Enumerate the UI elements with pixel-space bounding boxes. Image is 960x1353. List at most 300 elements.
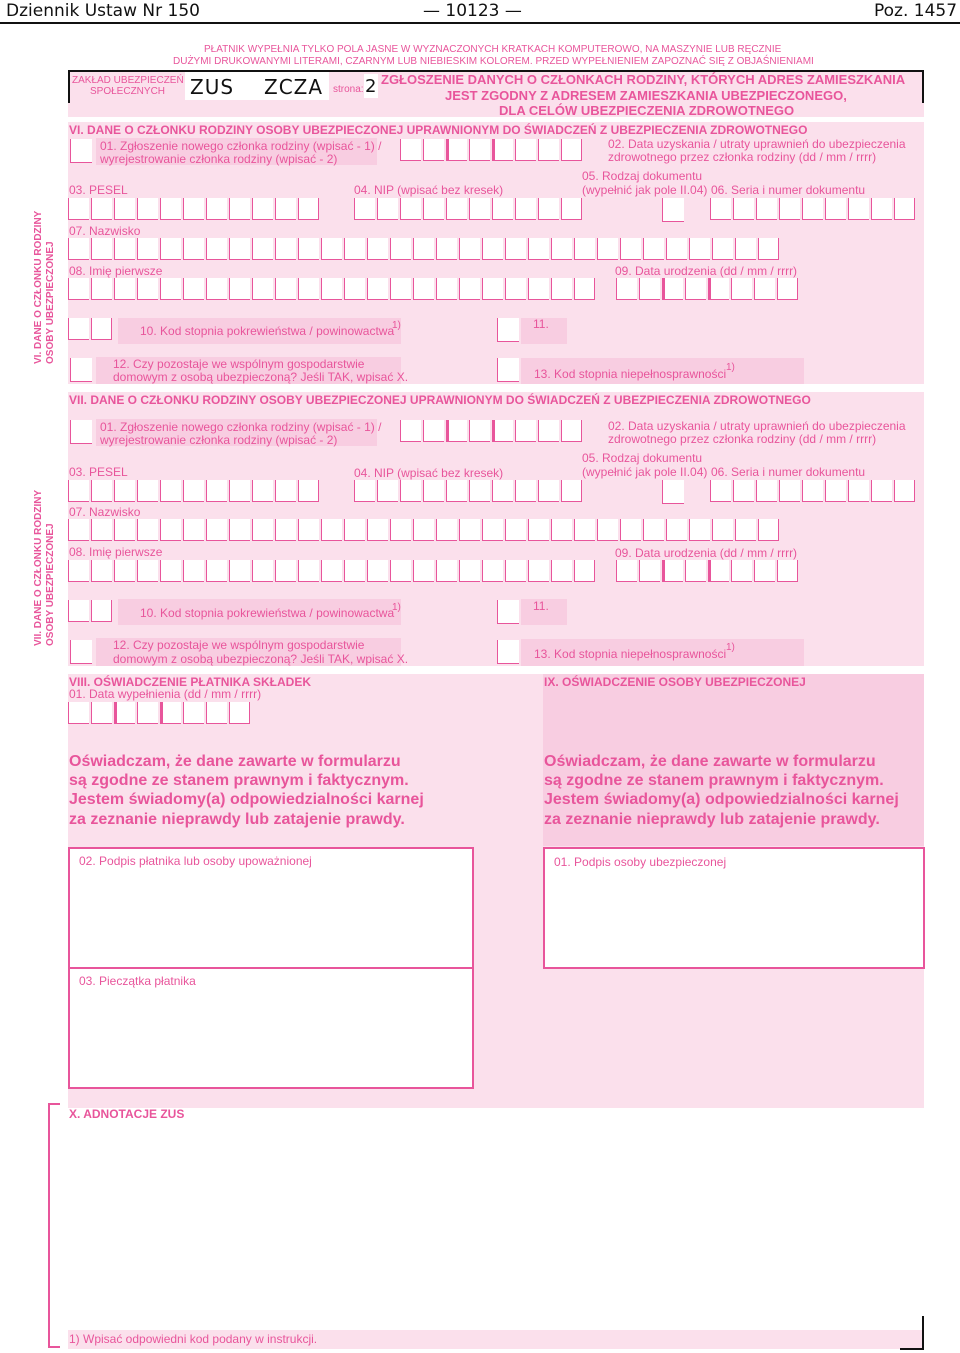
f03-label: 03. PESEL — [69, 183, 128, 197]
letter-cell[interactable] — [183, 238, 204, 260]
section-vii-f13-input[interactable] — [497, 640, 519, 664]
date-cell[interactable] — [492, 139, 513, 161]
date-cell[interactable] — [538, 420, 559, 442]
f12-label-1: 12. Czy pozostaje we wspólnym gospodarstwie — [113, 638, 365, 652]
pesel-cell[interactable] — [137, 198, 158, 220]
letter-cell[interactable] — [183, 519, 204, 541]
insured-signature-label: 01. Podpis osoby ubezpieczonej — [554, 855, 727, 869]
letter-cell[interactable] — [114, 560, 135, 582]
section-vii-birthdate-cells[interactable] — [616, 560, 800, 582]
f10-label: 10. Kod stopnia pokrewieństwa / powinowactwa — [140, 606, 395, 620]
letter-cell[interactable] — [298, 238, 319, 260]
nip-cell[interactable] — [538, 198, 559, 220]
letter-cell[interactable] — [482, 519, 503, 541]
letter-cell[interactable] — [735, 519, 756, 541]
pesel-cell[interactable] — [114, 480, 135, 502]
position-number: Poz. 1457 — [874, 1, 958, 21]
f02-label-2: zdrowotnego przez członka rodziny (dd / mm / rrrr) — [608, 150, 877, 164]
section-vii-surname-cells[interactable] — [68, 519, 781, 541]
payer-declaration-4: za zeznanie nieprawdy lub zatajenie prawdy. — [69, 811, 405, 828]
date-cell[interactable] — [446, 420, 467, 442]
letter-cell[interactable] — [321, 278, 342, 300]
insured-declaration-2: są zgodne ze stanem prawnym i faktycznym. — [544, 772, 884, 789]
date-cell[interactable] — [183, 702, 204, 724]
letter-cell[interactable] — [275, 278, 296, 300]
nip-cell[interactable] — [469, 480, 490, 502]
letter-cell[interactable] — [620, 519, 641, 541]
letter-cell[interactable] — [689, 238, 710, 260]
f02-label-1: 02. Data uzyskania / utraty uprawnień do ubezpieczenia — [608, 137, 906, 151]
date-cell[interactable] — [561, 139, 582, 161]
bottom-right-bracket-foot — [900, 1348, 924, 1350]
letter-cell[interactable] — [712, 519, 733, 541]
section-vii-firstname-cells[interactable] — [68, 560, 597, 582]
letter-cell[interactable] — [298, 278, 319, 300]
section-vi-firstname-cells[interactable] — [68, 278, 597, 300]
letter-cell[interactable] — [137, 278, 158, 300]
payer-declaration-3: Jestem świadomy(a) odpowiedzialności karnej — [69, 791, 424, 808]
letter-cell[interactable] — [689, 519, 710, 541]
pesel-cell[interactable] — [206, 480, 227, 502]
letter-cell[interactable] — [91, 560, 112, 582]
letter-cell[interactable] — [275, 238, 296, 260]
f10-label: 10. Kod stopnia pokrewieństwa / powinowactwa — [140, 324, 395, 338]
code-cell[interactable] — [91, 318, 112, 340]
f03-label: 03. PESEL — [69, 465, 128, 479]
letter-cell[interactable] — [666, 519, 687, 541]
f11-label: 11. — [533, 317, 549, 331]
section-vii-title: VII. DANE O CZŁONKU RODZINY OSOBY UBEZPIECZONEJ UPRAWNIONYM DO ŚWIADCZEŃ Z UBEZPIECZENIA ZDROWOTNEGO — [69, 393, 811, 407]
date-cell[interactable] — [469, 139, 490, 161]
letter-cell[interactable] — [252, 278, 273, 300]
f01-label-2: wyrejestrowanie członka rodziny (wpisać - 2) — [100, 433, 338, 447]
date-cell[interactable] — [662, 278, 683, 300]
f10-footnote-ref: 1) — [392, 320, 401, 331]
section-vi-side-label-1: VI. DANE O CZŁONKU RODZINY — [33, 210, 44, 364]
letter-cell[interactable] — [574, 560, 595, 582]
letter-cell[interactable] — [413, 519, 434, 541]
footnote: 1) Wpisać odpowiedni kod podany w instrukcji. — [69, 1332, 318, 1346]
date-cell[interactable] — [492, 420, 513, 442]
letter-cell[interactable] — [505, 519, 526, 541]
letter-cell[interactable] — [597, 519, 618, 541]
date-cell[interactable] — [639, 278, 660, 300]
nip-cell[interactable] — [377, 198, 398, 220]
letter-cell[interactable] — [91, 238, 112, 260]
zus-logo-text: ZUS — [190, 75, 235, 99]
nip-cell[interactable] — [515, 198, 536, 220]
letter-cell[interactable] — [160, 560, 181, 582]
date-cell[interactable] — [561, 420, 582, 442]
letter-cell[interactable] — [666, 238, 687, 260]
f05-label-1: 05. Rodzaj dokumentu — [582, 169, 703, 183]
nip-cell[interactable] — [423, 480, 444, 502]
doc-cell[interactable] — [710, 480, 731, 502]
letter-cell[interactable] — [344, 278, 365, 300]
letter-cell[interactable] — [114, 519, 135, 541]
date-cell[interactable] — [708, 560, 729, 582]
section-vii-f02-date-cells[interactable] — [400, 420, 584, 442]
letter-cell[interactable] — [390, 519, 411, 541]
org-name-line-1: ZAKŁAD UBEZPIECZEŃ — [72, 75, 184, 86]
letter-cell[interactable] — [252, 238, 273, 260]
letter-cell[interactable] — [505, 278, 526, 300]
letter-cell[interactable] — [367, 519, 388, 541]
letter-cell[interactable] — [528, 519, 549, 541]
letter-cell[interactable] — [390, 238, 411, 260]
doc-cell[interactable] — [756, 480, 777, 502]
letter-cell[interactable] — [413, 560, 434, 582]
f01-label-1: 01. Zgłoszenie nowego członka rodziny (wpisać - 1) / — [100, 420, 382, 434]
letter-cell[interactable] — [183, 560, 204, 582]
pesel-cell[interactable] — [229, 480, 250, 502]
letter-cell[interactable] — [482, 238, 503, 260]
pesel-cell[interactable] — [206, 198, 227, 220]
section-vi-f11-input[interactable] — [497, 318, 519, 342]
journal-title: Dziennik Ustaw Nr 150 — [6, 1, 200, 21]
nip-cell[interactable] — [377, 480, 398, 502]
f05-label-2: (wypełnić jak pole II.04) — [582, 465, 708, 479]
section-x-title: X. ADNOTACJE ZUS — [69, 1107, 185, 1121]
letter-cell[interactable] — [574, 238, 595, 260]
code-cell[interactable] — [91, 600, 112, 622]
letter-cell[interactable] — [206, 519, 227, 541]
letter-cell[interactable] — [321, 519, 342, 541]
payer-date-cells[interactable] — [68, 702, 252, 724]
header-rule — [0, 22, 960, 24]
date-cell[interactable] — [515, 139, 536, 161]
pesel-cell[interactable] — [183, 480, 204, 502]
f13-label: 13. Kod stopnia niepełnosprawności — [534, 647, 727, 661]
letter-cell[interactable] — [482, 560, 503, 582]
date-cell[interactable] — [731, 560, 752, 582]
doc-cell[interactable] — [779, 480, 800, 502]
section-vii-pesel-cells[interactable] — [68, 480, 321, 502]
page-number: — 10123 — — [423, 1, 522, 21]
section-vi-nip-cells[interactable] — [354, 198, 584, 220]
date-cell[interactable] — [685, 278, 706, 300]
letter-cell[interactable] — [505, 238, 526, 260]
nip-cell[interactable] — [561, 198, 582, 220]
f05-label-2: (wypełnić jak pole II.04) — [582, 183, 708, 197]
f04-label: 04. NIP (wpisać bez kresek) — [354, 183, 504, 197]
doc-cell[interactable] — [848, 480, 869, 502]
letter-cell[interactable] — [114, 278, 135, 300]
section-vi-f12-input[interactable] — [70, 358, 92, 382]
letter-cell[interactable] — [505, 560, 526, 582]
date-cell[interactable] — [777, 278, 798, 300]
section-ix-title: IX. OŚWIADCZENIE OSOBY UBEZPIECZONEJ — [544, 675, 806, 689]
doc-cell[interactable] — [894, 198, 915, 220]
pesel-cell[interactable] — [160, 480, 181, 502]
section-vi-pesel-cells[interactable] — [68, 198, 321, 220]
nip-cell[interactable] — [561, 480, 582, 502]
date-cell[interactable] — [114, 702, 135, 724]
nip-cell[interactable] — [515, 480, 536, 502]
letter-cell[interactable] — [275, 560, 296, 582]
nip-cell[interactable] — [469, 198, 490, 220]
letter-cell[interactable] — [735, 238, 756, 260]
letter-cell[interactable] — [551, 519, 572, 541]
date-cell[interactable] — [400, 139, 421, 161]
section-vi-f01-input[interactable] — [70, 139, 92, 163]
date-cell[interactable] — [229, 702, 250, 724]
date-cell[interactable] — [469, 420, 490, 442]
pesel-cell[interactable] — [68, 480, 89, 502]
date-cell[interactable] — [160, 702, 181, 724]
date-cell[interactable] — [708, 278, 729, 300]
pesel-cell[interactable] — [137, 480, 158, 502]
nip-cell[interactable] — [354, 480, 375, 502]
date-cell[interactable] — [616, 560, 637, 582]
section-vii-f12-input[interactable] — [70, 640, 92, 664]
letter-cell[interactable] — [367, 238, 388, 260]
doc-cell[interactable] — [779, 198, 800, 220]
f10-footnote-ref: 1) — [392, 602, 401, 613]
nip-cell[interactable] — [446, 480, 467, 502]
nip-cell[interactable] — [354, 198, 375, 220]
letter-cell[interactable] — [137, 238, 158, 260]
letter-cell[interactable] — [436, 238, 457, 260]
doc-cell[interactable] — [871, 198, 892, 220]
date-cell[interactable] — [206, 702, 227, 724]
letter-cell[interactable] — [91, 519, 112, 541]
letter-cell[interactable] — [183, 278, 204, 300]
letter-cell[interactable] — [528, 238, 549, 260]
code-cell[interactable] — [68, 318, 89, 340]
page-label: strona: — [333, 84, 364, 95]
date-cell[interactable] — [731, 278, 752, 300]
letter-cell[interactable] — [528, 278, 549, 300]
letter-cell[interactable] — [482, 278, 503, 300]
letter-cell[interactable] — [758, 238, 779, 260]
letter-cell[interactable] — [229, 560, 250, 582]
date-cell[interactable] — [662, 560, 683, 582]
section-vi-f10-cells[interactable] — [68, 318, 114, 340]
date-cell[interactable] — [754, 278, 775, 300]
pesel-cell[interactable] — [275, 480, 296, 502]
f09-label: 09. Data urodzenia (dd / mm / rrrr) — [615, 264, 798, 278]
date-cell[interactable] — [446, 139, 467, 161]
letter-cell[interactable] — [68, 560, 89, 582]
f09-label: 09. Data urodzenia (dd / mm / rrrr) — [615, 546, 798, 560]
f07-label: 07. Nazwisko — [69, 505, 141, 519]
letter-cell[interactable] — [344, 238, 365, 260]
letter-cell[interactable] — [229, 238, 250, 260]
letter-cell[interactable] — [551, 560, 572, 582]
pesel-cell[interactable] — [91, 480, 112, 502]
letter-cell[interactable] — [68, 278, 89, 300]
section-vii-f11-input[interactable] — [497, 600, 519, 624]
section-vii-nip-cells[interactable] — [354, 480, 584, 502]
section-vii-doc-number-cells[interactable] — [710, 480, 917, 502]
pesel-cell[interactable] — [68, 198, 89, 220]
pesel-cell[interactable] — [229, 198, 250, 220]
letter-cell[interactable] — [91, 278, 112, 300]
date-cell[interactable] — [91, 702, 112, 724]
instruction-line-2: DUŻYMI DRUKOWANYMI LITERAMI, CZARNYM LUB NIEBIESKIM KOLOREM. PRZED WYPEŁNIENIEM ZAPOZNAĆ SIĘ Z OBJAŚNIENIAMI — [173, 56, 814, 67]
letter-cell[interactable] — [367, 560, 388, 582]
letter-cell[interactable] — [114, 238, 135, 260]
letter-cell[interactable] — [206, 278, 227, 300]
letter-cell[interactable] — [321, 560, 342, 582]
section-vi-doc-type-input[interactable] — [662, 198, 684, 222]
bottom-right-bracket — [922, 1316, 924, 1350]
letter-cell[interactable] — [321, 238, 342, 260]
date-cell[interactable] — [68, 702, 89, 724]
doc-cell[interactable] — [802, 198, 823, 220]
letter-cell[interactable] — [459, 519, 480, 541]
section-vii-f01-input[interactable] — [70, 420, 92, 444]
letter-cell[interactable] — [413, 278, 434, 300]
section-vi-f02-date-cells[interactable] — [400, 139, 584, 161]
notes-bracket-bottom — [48, 1346, 60, 1348]
pesel-cell[interactable] — [298, 198, 319, 220]
notes-bracket-line — [48, 1103, 50, 1348]
doc-cell[interactable] — [733, 480, 754, 502]
date-cell[interactable] — [515, 420, 536, 442]
letter-cell[interactable] — [298, 560, 319, 582]
f07-label: 07. Nazwisko — [69, 224, 141, 238]
letter-cell[interactable] — [344, 560, 365, 582]
letter-cell[interactable] — [229, 519, 250, 541]
letter-cell[interactable] — [459, 238, 480, 260]
doc-cell[interactable] — [710, 198, 731, 220]
doc-cell[interactable] — [871, 480, 892, 502]
doc-cell[interactable] — [848, 198, 869, 220]
section-vi-side-label-2: OSOBY UBEZPIECZONEJ — [45, 241, 56, 364]
nip-cell[interactable] — [538, 480, 559, 502]
date-cell[interactable] — [137, 702, 158, 724]
letter-cell[interactable] — [620, 238, 641, 260]
f08-label: 08. Imię pierwsze — [69, 545, 163, 559]
section-vi-title: VI. DANE O CZŁONKU RODZINY OSOBY UBEZPIECZONEJ UPRAWNIONYM DO ŚWIADCZEŃ Z UBEZPIECZENIA ZDROWOTNEGO — [69, 123, 808, 137]
form-title-line-3: DLA CELÓW UBEZPIECZENIA ZDROWOTNEGO — [499, 103, 795, 118]
letter-cell[interactable] — [436, 560, 457, 582]
f08-label: 08. Imię pierwsze — [69, 264, 163, 278]
letter-cell[interactable] — [68, 238, 89, 260]
date-cell[interactable] — [616, 278, 637, 300]
pesel-cell[interactable] — [275, 198, 296, 220]
letter-cell[interactable] — [436, 278, 457, 300]
section-vi-surname-cells[interactable] — [68, 238, 781, 260]
letter-cell[interactable] — [390, 560, 411, 582]
letter-cell[interactable] — [137, 560, 158, 582]
f06-label: 06. Seria i numer dokumentu — [711, 465, 866, 479]
pesel-cell[interactable] — [252, 480, 273, 502]
nip-cell[interactable] — [400, 198, 421, 220]
letter-cell[interactable] — [137, 519, 158, 541]
letter-cell[interactable] — [298, 519, 319, 541]
letter-cell[interactable] — [712, 238, 733, 260]
letter-cell[interactable] — [574, 278, 595, 300]
instruction-line-1: PŁATNIK WYPEŁNIA TYLKO POLA JASNE W WYZNACZONYCH KRATKACH KOMPUTEROWO, NA MASZYNIE LUB RĘCZNIE — [204, 44, 782, 55]
letter-cell[interactable] — [643, 519, 664, 541]
section-vi-birthdate-cells[interactable] — [616, 278, 800, 300]
pesel-cell[interactable] — [91, 198, 112, 220]
pesel-cell[interactable] — [114, 198, 135, 220]
f06-label: 06. Seria i numer dokumentu — [711, 183, 866, 197]
letter-cell[interactable] — [528, 560, 549, 582]
pesel-cell[interactable] — [160, 198, 181, 220]
date-cell[interactable] — [777, 560, 798, 582]
letter-cell[interactable] — [206, 560, 227, 582]
pesel-cell[interactable] — [183, 198, 204, 220]
nip-cell[interactable] — [400, 480, 421, 502]
letter-cell[interactable] — [344, 519, 365, 541]
letter-cell[interactable] — [436, 519, 457, 541]
letter-cell[interactable] — [758, 519, 779, 541]
pesel-cell[interactable] — [252, 198, 273, 220]
payer-stamp-label: 03. Pieczątka płatnika — [79, 974, 196, 988]
doc-cell[interactable] — [756, 198, 777, 220]
letter-cell[interactable] — [252, 560, 273, 582]
letter-cell[interactable] — [367, 278, 388, 300]
payer-declaration-2: są zgodne ze stanem prawnym i faktycznym. — [69, 772, 409, 789]
letter-cell[interactable] — [459, 560, 480, 582]
nip-cell[interactable] — [492, 480, 513, 502]
letter-cell[interactable] — [68, 519, 89, 541]
doc-cell[interactable] — [894, 480, 915, 502]
f01-label-1: 01. Zgłoszenie nowego członka rodziny (wpisać - 1) / — [100, 139, 382, 153]
nip-cell[interactable] — [492, 198, 513, 220]
section-vi-f13-input[interactable] — [497, 358, 519, 382]
letter-cell[interactable] — [390, 278, 411, 300]
letter-cell[interactable] — [413, 238, 434, 260]
form-title-line-2: JEST ZGODNY Z ADRESEM ZAMIESZKANIA UBEZPIECZONEGO, — [445, 88, 847, 103]
insured-declaration-3: Jestem świadomy(a) odpowiedzialności karnej — [544, 791, 899, 808]
letter-cell[interactable] — [551, 278, 572, 300]
letter-cell[interactable] — [275, 519, 296, 541]
section-vii-f10-cells[interactable] — [68, 600, 114, 622]
date-cell[interactable] — [538, 139, 559, 161]
f13-footnote-ref: 1) — [726, 362, 735, 373]
letter-cell[interactable] — [160, 278, 181, 300]
letter-cell[interactable] — [160, 238, 181, 260]
date-cell[interactable] — [423, 420, 444, 442]
letter-cell[interactable] — [160, 519, 181, 541]
letter-cell[interactable] — [643, 238, 664, 260]
date-cell[interactable] — [754, 560, 775, 582]
form-header-right-bracket — [922, 70, 924, 103]
doc-cell[interactable] — [733, 198, 754, 220]
pesel-cell[interactable] — [298, 480, 319, 502]
letter-cell[interactable] — [574, 519, 595, 541]
letter-cell[interactable] — [229, 278, 250, 300]
letter-cell[interactable] — [597, 238, 618, 260]
date-cell[interactable] — [639, 560, 660, 582]
date-cell[interactable] — [423, 139, 444, 161]
nip-cell[interactable] — [423, 198, 444, 220]
doc-cell[interactable] — [825, 198, 846, 220]
code-cell[interactable] — [68, 600, 89, 622]
section-vii-side-label-1: VII. DANE O CZŁONKU RODZINY — [33, 489, 44, 646]
f02-label-2: zdrowotnego przez członka rodziny (dd / mm / rrrr) — [608, 432, 877, 446]
letter-cell[interactable] — [551, 238, 572, 260]
letter-cell[interactable] — [252, 519, 273, 541]
nip-cell[interactable] — [446, 198, 467, 220]
payer-date-label: 01. Data wypełnienia (dd / mm / rrrr) — [69, 687, 262, 701]
doc-cell[interactable] — [825, 480, 846, 502]
section-vi-doc-number-cells[interactable] — [710, 198, 917, 220]
date-cell[interactable] — [685, 560, 706, 582]
letter-cell[interactable] — [206, 238, 227, 260]
doc-cell[interactable] — [802, 480, 823, 502]
letter-cell[interactable] — [459, 278, 480, 300]
form-page-number: 2 — [365, 76, 377, 97]
date-cell[interactable] — [400, 420, 421, 442]
section-vii-doc-type-input[interactable] — [662, 480, 684, 504]
